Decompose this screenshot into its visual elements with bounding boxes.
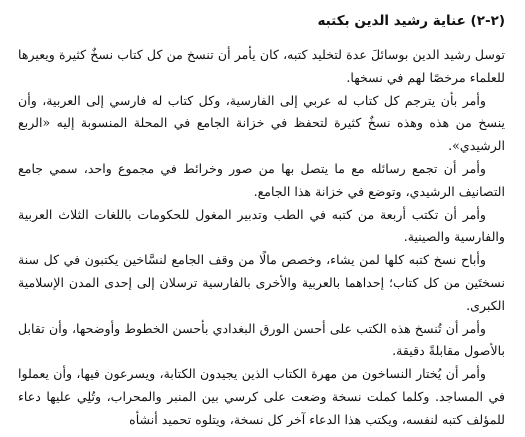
paragraph-5: وأباح نسخ كتبه كلها لمن يشاء، وخصص مالًا من وقف الجامع لنسَّاخين يكتبون في كل سنة نسختَين من كل كتاب؛ إحداهما بالعربية والأخرى بالفارسية ترسلان إلى إحدى المدن الإسلامية الكبرى. [18,252,505,313]
paragraph-3: وأمر أن تجمع رسائله مع ما يتصل بها من صور وخرائط في مجموع واحد، سمي جامع التصانيف الرشيدي، وتوضع في خزانة هذا الجامع. [18,160,505,199]
paragraph-6: وأمر أن تُنسخ هذه الكتب على أحسن الورق البغدادي بأحسن الخطوط وأوضحها، وأن تقابل بالأصول مقابلةً دقيقة. [18,320,505,359]
paragraph-7: وأمر أن يُختار النساخون من مهرة الكتاب الذين يجيدون الكتابة، ويسرعون فيها، وأن يعملوا في المساجد. وكلما كملت نسخة وضعت على كرسي بين المنبر والمحراب، وتُلِي عليها دعاء للمؤلف كتبه لنفسه، ويكتب هذا الدعاء آخر كل نسخة، ويتلوه تحميد أنشأه [18,366,505,427]
paragraph-4: وأمر أن تكتب أربعة من كتبه في الطب وتدبير المغول للحكومات باللغات الثلاث العربية والفارسية والصينية. [18,206,505,245]
paragraph-1: توسل رشيد الدين بوسائلَ عدة لتخليد كتبه، كان يأمر أن تنسخ من كل كتاب نسخٌ كثيرة ويعيرها للعلماء مرخصًا لهم في نسخها. [18,47,505,85]
section-heading: (٢-٢) عناية رشيد الدين بكتبه [317,13,505,29]
paragraph-2: وأمر بأن يترجم كل كتاب له عربي إلى الفارسية، وكل كتاب له فارسي إلى العربية، وأن ينسخ من هذه وهذه نسخٌ كثيرة لتحفظ في خزانة الجامع في المحلة المنسوبة إليه «الربع الرشيدي». [18,92,505,154]
